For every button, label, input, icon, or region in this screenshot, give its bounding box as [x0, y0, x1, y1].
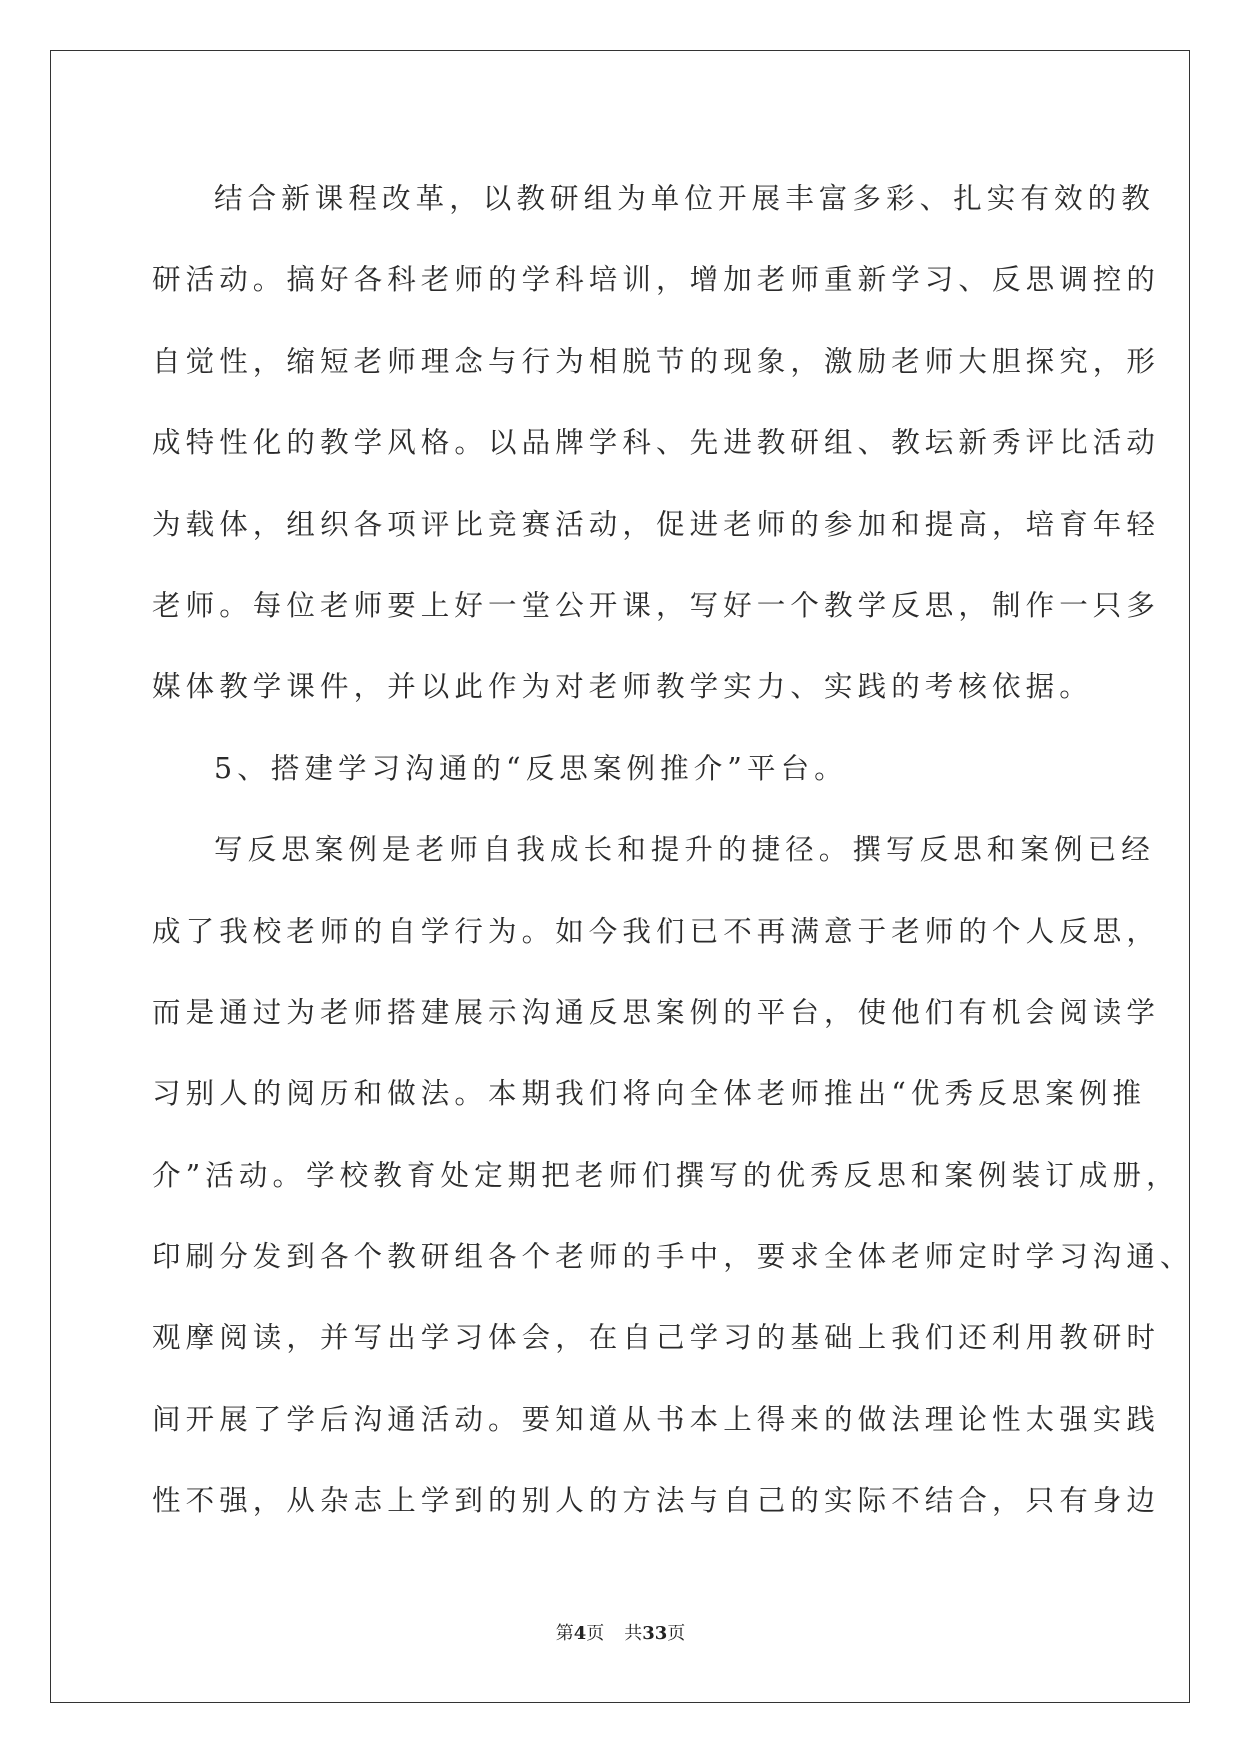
text-line: 为载体，组织各项评比竞赛活动，促进老师的参加和提高，培育年轻 — [152, 507, 1161, 541]
text-line: 媒体教学课件，并以此作为对老师教学实力、实践的考核依据。 — [152, 670, 1093, 704]
text-line: 成了我校老师的自学行为。如今我们已不再满意于老师的个人反思， — [152, 914, 1161, 948]
text-line: 介”活动。学校教育处定期把老师们撰写的优秀反思和案例装订成册， — [152, 1158, 1180, 1192]
text-line: 印刷分发到各个教研组各个老师的手中，要求全体老师定时学习沟通、 — [152, 1240, 1194, 1274]
page-number: 4 — [573, 1623, 587, 1644]
text-line: 性不强，从杂志上学到的别人的方法与自己的实际不结合，只有身边 — [152, 1484, 1161, 1518]
text-line: 而是通过为老师搭建展示沟通反思案例的平台，使他们有机会阅读学 — [152, 995, 1161, 1029]
text-line: 自觉性，缩短老师理念与行为相脱节的现象，激励老师大胆探究，形 — [152, 344, 1161, 378]
total-prefix: 共 — [624, 1623, 643, 1644]
document-body — [152, 158, 1194, 1542]
page-suffix: 页 — [586, 1623, 605, 1644]
page-footer — [0, 1622, 1241, 1646]
total-pages: 33 — [642, 1623, 668, 1644]
text-line: 结合新课程改革，以教研组为单位开展丰富多彩、扎实有效的教 — [214, 182, 1155, 215]
text-line: 成特性化的教学风格。以品牌学科、先进教研组、教坛新秀评比活动 — [152, 426, 1161, 460]
text-line: 观摩阅读，并写出学习体会，在自己学习的基础上我们还利用教研时 — [152, 1321, 1161, 1355]
text-line: 老师。每位老师要上好一堂公开课，写好一个教学反思，制作一只多 — [152, 588, 1161, 622]
text-line: 习别人的阅历和做法。本期我们将向全体老师推出“优秀反思案例推 — [152, 1077, 1147, 1111]
text-line: 间开展了学后沟通活动。要知道从书本上得来的做法理论性太强实践 — [152, 1402, 1161, 1436]
text-line: 研活动。搞好各科老师的学科培训，增加老师重新学习、反思调控的 — [152, 263, 1161, 297]
section-heading: 5、搭建学习沟通的“反思案例推介”平台。 — [214, 751, 848, 785]
total-suffix: 页 — [667, 1623, 686, 1644]
page-prefix: 第 — [555, 1623, 574, 1644]
text-line: 写反思案例是老师自我成长和提升的捷径。撰写反思和案例已经 — [214, 833, 1155, 867]
